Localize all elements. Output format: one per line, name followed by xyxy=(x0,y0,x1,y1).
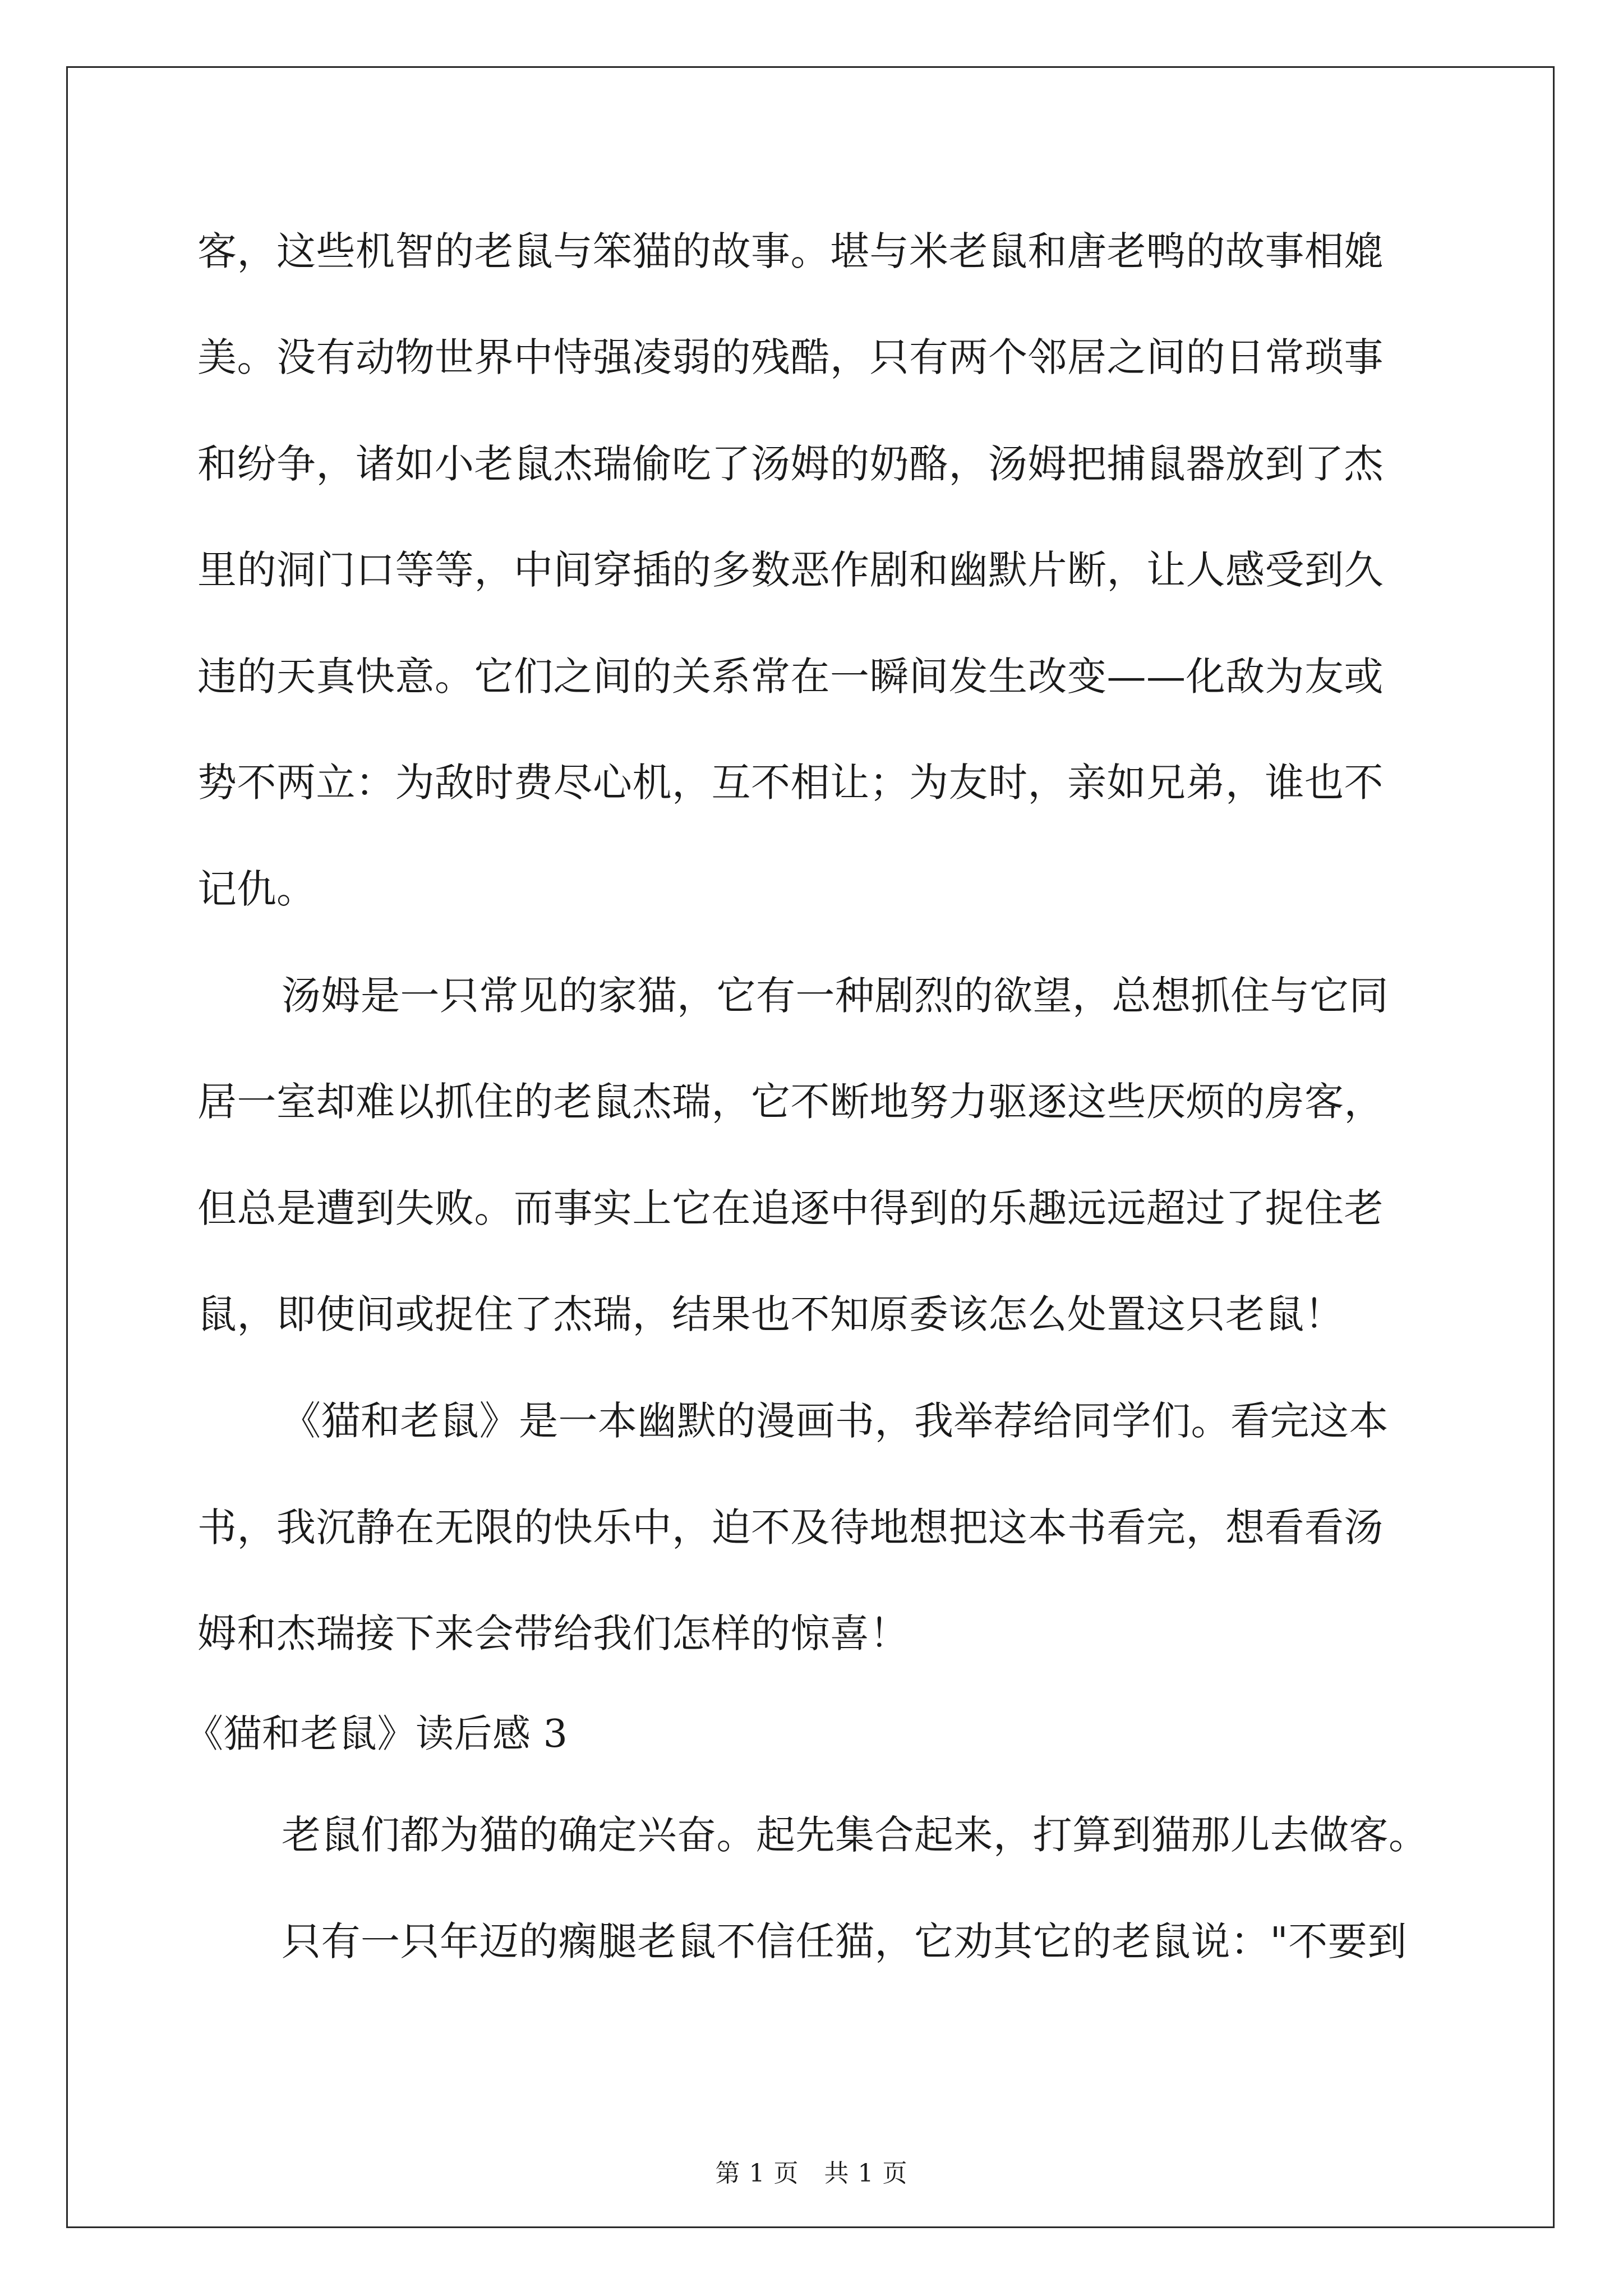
text-line: 居一室却难以抓住的老鼠杰瑞，它不断地努力驱逐这些厌烦的房客， xyxy=(197,1079,1384,1125)
text-line: 美。没有动物世界中恃强凌弱的残酷，只有两个邻居之间的日常琐事 xyxy=(197,334,1384,380)
text-line: 鼠，即使间或捉住了杰瑞，结果也不知原委该怎么处置这只老鼠！ xyxy=(197,1291,1344,1337)
text-line: 和纷争，诸如小老鼠杰瑞偷吃了汤姆的奶酪，汤姆把捕鼠器放到了杰 xyxy=(197,441,1384,487)
text-line: 记仇。 xyxy=(197,866,316,912)
page-border xyxy=(66,66,1555,2228)
text-line: 势不两立：为敌时费尽心机，互不相让；为友时，亲如兄弟，谁也不 xyxy=(197,760,1384,806)
page-number-footer: 第 1 页 共 1 页 xyxy=(715,2159,908,2188)
text-line: 老鼠们都为猫的确定兴奋。起先集合起来，打算到猫那儿去做客。 xyxy=(282,1812,1428,1858)
text-line: 汤姆是一只常见的家猫，它有一种剧烈的欲望，总想抓住与它同 xyxy=(282,973,1389,1019)
text-line: 《猫和老鼠》是一本幽默的漫画书，我举荐给同学们。看完这本 xyxy=(282,1398,1389,1444)
text-line: 只有一只年迈的瘸腿老鼠不信任猫，它劝其它的老鼠说："不要到 xyxy=(282,1918,1407,1964)
text-line: 里的洞门口等等，中间穿插的多数恶作剧和幽默片断，让人感受到久 xyxy=(197,547,1384,593)
text-line: 但总是遭到失败。而事实上它在追逐中得到的乐趣远远超过了捉住老 xyxy=(197,1185,1384,1231)
text-line: 书，我沉静在无限的快乐中，迫不及待地想把这本书看完，想看看汤 xyxy=(197,1504,1384,1550)
section-heading: 《猫和老鼠》读后感 3 xyxy=(185,1712,568,1756)
text-line: 客，这些机智的老鼠与笨猫的故事。堪与米老鼠和唐老鸭的故事相媲 xyxy=(197,228,1384,274)
text-line: 姆和杰瑞接下来会带给我们怎样的惊喜！ xyxy=(197,1611,909,1657)
text-line: 违的天真快意。它们之间的关系常在一瞬间发生改变——化敌为友或 xyxy=(197,654,1384,700)
